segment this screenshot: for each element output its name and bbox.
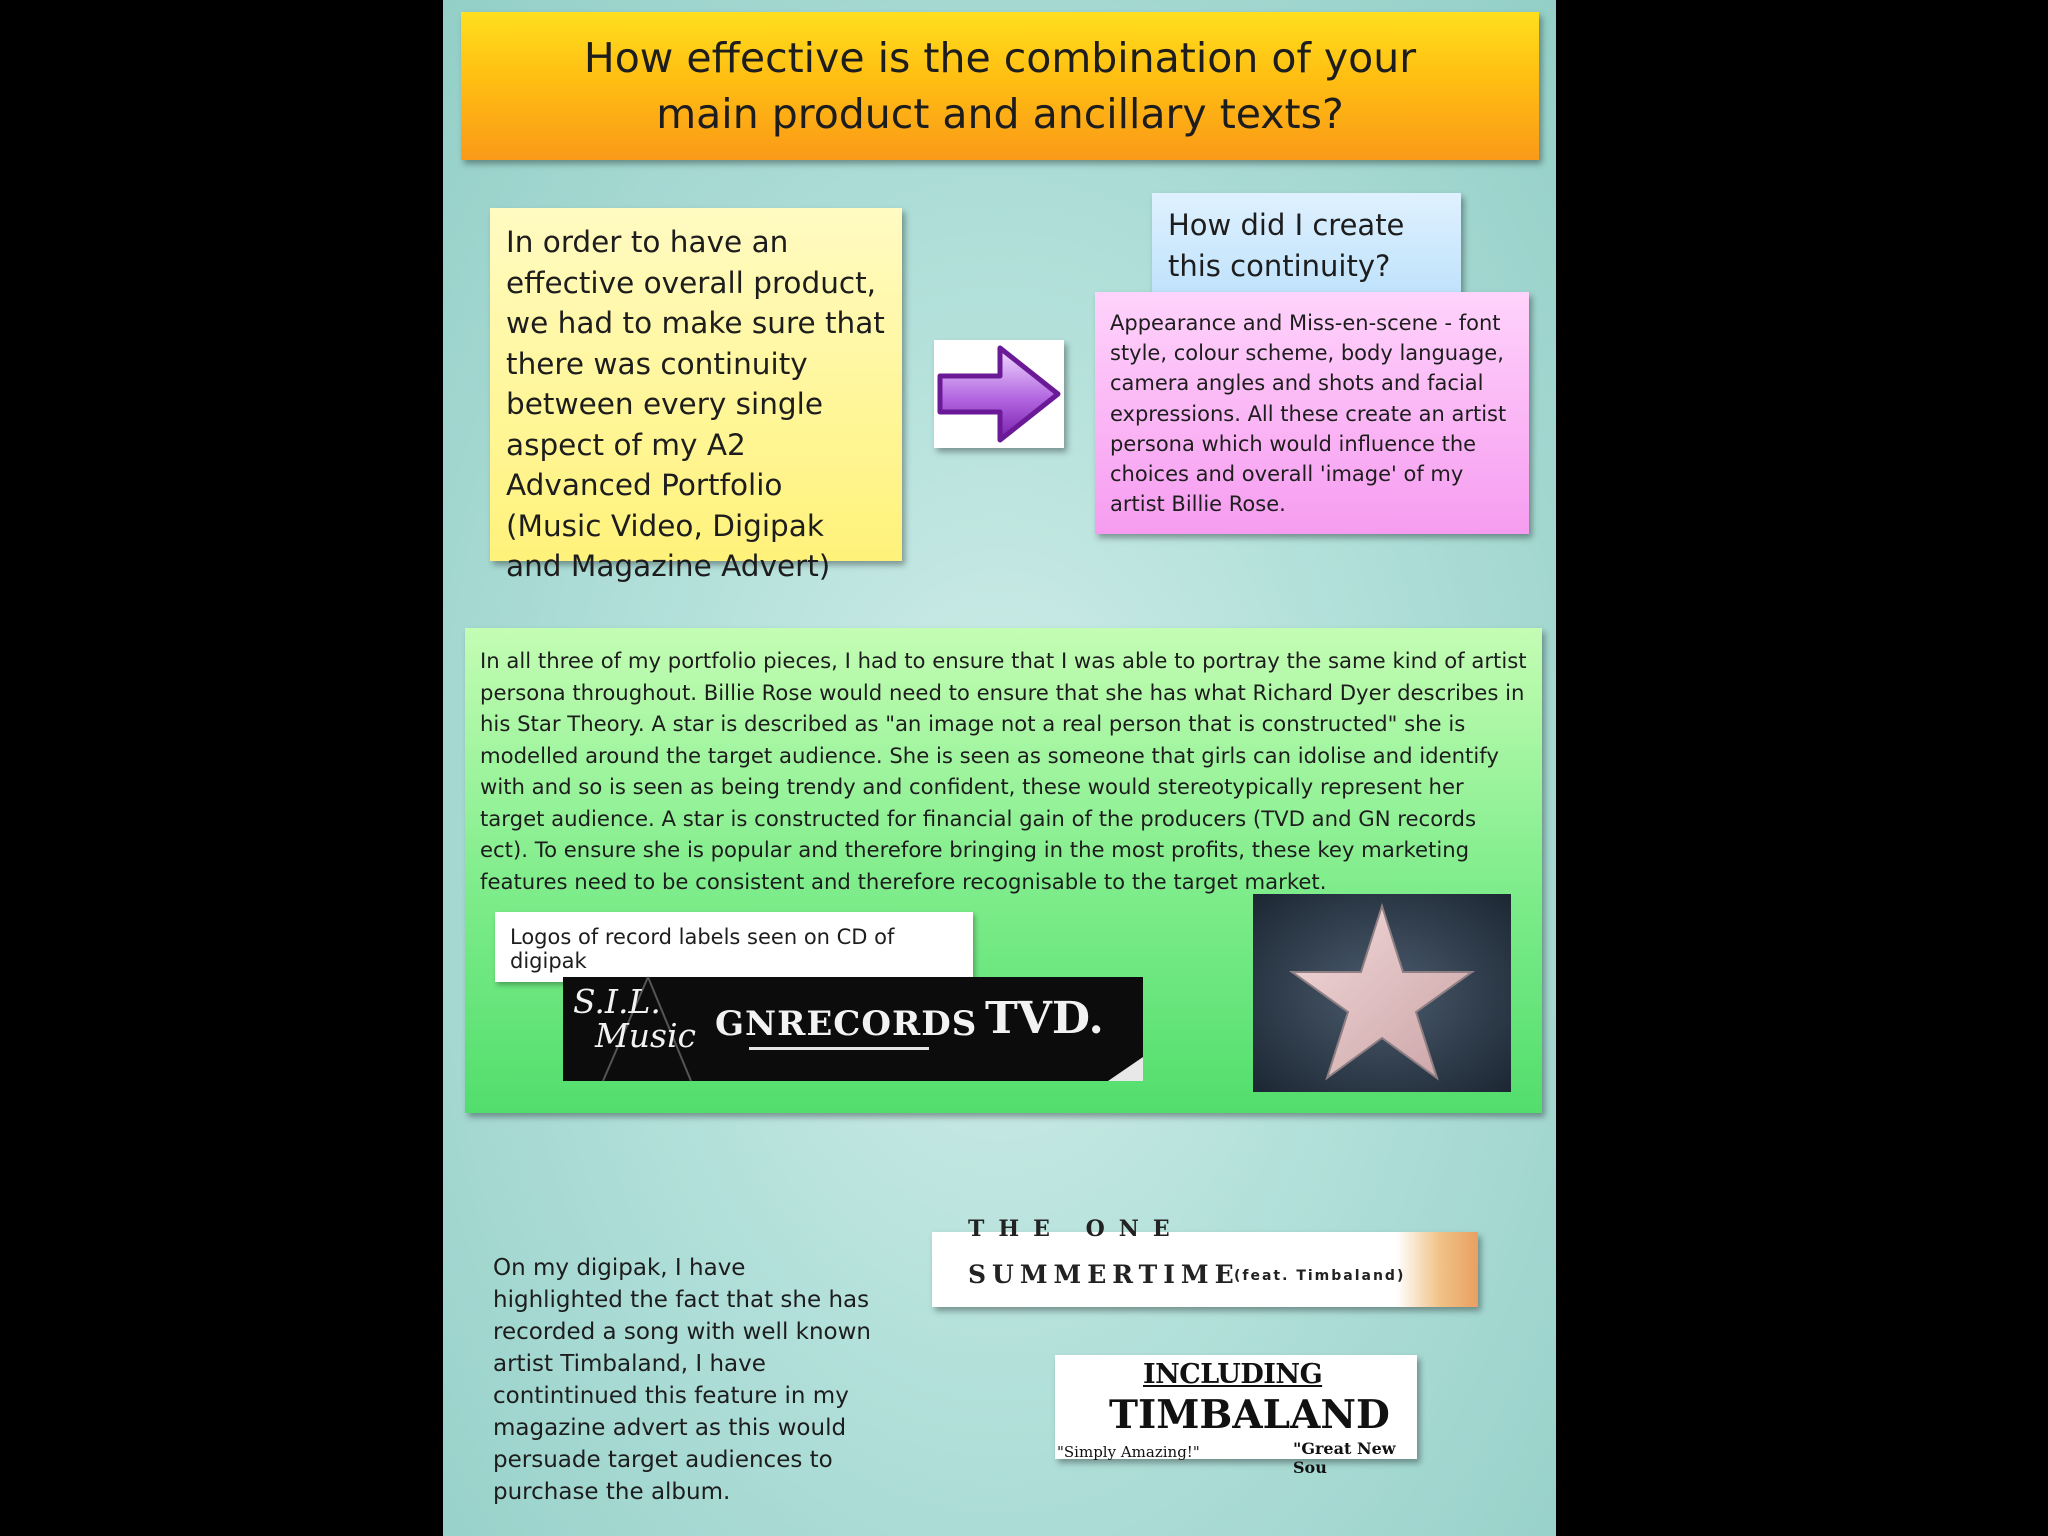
digipak-text: On my digipak, I have highlighted the fact that she has recorded a song with well known artist Timbaland, I have contintinued this feature in my magazine advert as this would persuade target audiences to purchase the album. (493, 1255, 871, 1505)
slide-title-banner (461, 12, 1539, 160)
slide (443, 0, 1556, 1536)
logos-caption: Logos of record labels seen on CD of digipak (510, 925, 895, 973)
gn-records-logo: GNRECORDS (715, 1004, 978, 1044)
quote-right: "Great New Sou (1293, 1439, 1396, 1477)
tvd-logo: TVD. (985, 993, 1104, 1044)
question-text: How did I create this continuity? (1168, 208, 1405, 283)
intro-box (490, 208, 902, 583)
gn-records-underline (749, 1047, 929, 1050)
slide-title (584, 30, 1416, 142)
sil-logo-line-2: Music (595, 1016, 697, 1055)
answer-text: Appearance and Miss-en-scene - font style, colour scheme, body language, camera angles and shots and facial expressions. All these create an artist persona which would influence the choices and overall 'image' of my artist Billie Rose. (1110, 311, 1507, 517)
star-theory-text: In all three of my portfolio pieces, I had to ensure that I was able to portray the same kind of artist persona throughout. Billie Rose would need to ensure that she has what Richard Dyer describes in his Star Theory. A star is described as "an image not a real person that is constructed" she is modelled around the target audience. She is seen as someone that girls can idolise and identify with and so is seen as being trendy and confident, these would stereotypically represent her target audience. A star is constructed for financial gain of the producers (TVD and GN records ect). To ensure she is popular and therefore bringing in the most profits, these key marketing features need to be consistent and therefore recognisable to the target market. (480, 648, 1527, 894)
track-feature: (feat. Timbaland) (1234, 1268, 1406, 1284)
logos-caption-box (495, 912, 973, 982)
including-timbaland-image (1055, 1355, 1417, 1477)
title-line-1: How effective is the combination of your (583, 34, 1417, 82)
question-box (1152, 193, 1461, 295)
record-label-logos (563, 977, 1143, 1081)
answer-box (1095, 292, 1529, 534)
sil-logo-line-1: S.I.L. (573, 982, 661, 1021)
summertime-track-image (932, 1216, 1478, 1307)
right-arrow-icon (934, 340, 1064, 448)
title-line-2: main product and ancillary texts? (656, 90, 1344, 138)
intro-text: In order to have an effective overall product, we had to make sure that there was continuity between every single aspect of my A2 Advanced Portfolio (Music Video, Digipak and Magazine Advert) (506, 225, 885, 583)
track-title: SUMMERTIME (968, 1260, 1240, 1289)
arrow-box (934, 340, 1064, 448)
including-label: INCLUDING (1143, 1359, 1323, 1390)
timbaland-label: TIMBALAND (1109, 1392, 1390, 1438)
star-image (1253, 894, 1511, 1092)
star-theory-panel (465, 628, 1542, 1113)
partial-track-title: THE ONE (968, 1216, 1184, 1242)
sil-music-logo (573, 982, 697, 1055)
quote-left: "Simply Amazing!" (1057, 1443, 1200, 1461)
walk-of-fame-star-image (1253, 894, 1511, 1092)
